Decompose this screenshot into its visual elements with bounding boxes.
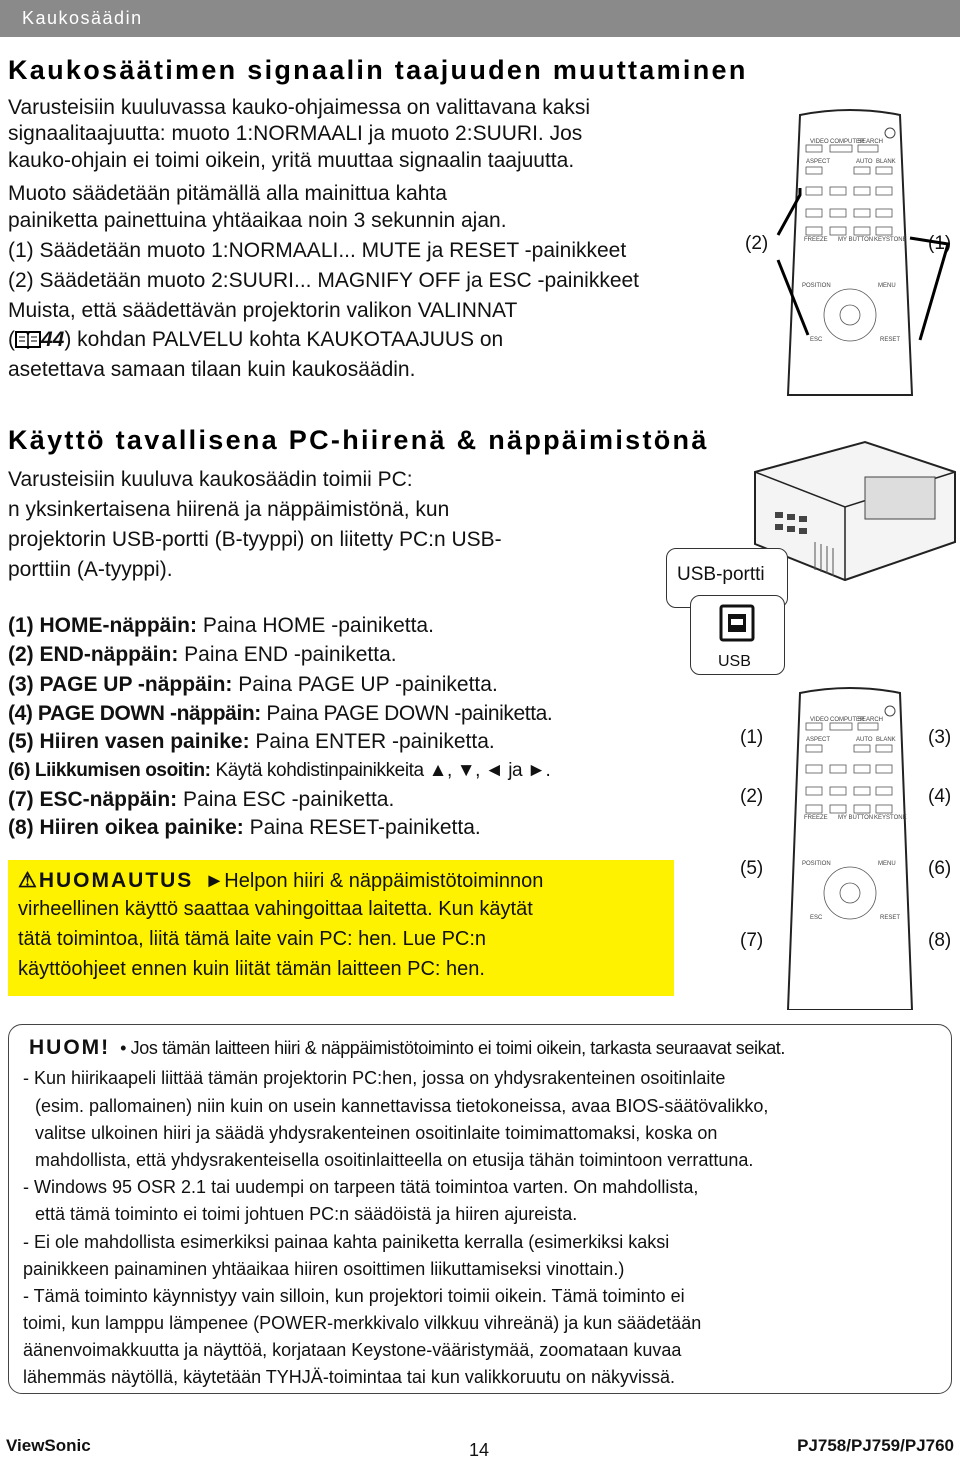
- section2-line: projektorin USB-portti (B-tyyppi) on liitetty PC:n USB-: [8, 528, 502, 551]
- callout-2: (2): [740, 786, 764, 807]
- note-line: että tämä toiminto ei toimi johtuen PC:n säädöistä ja hiiren ajureista.: [35, 1204, 578, 1224]
- key-item: (7) ESC-näppäin: Paina ESC -painiketta.: [8, 788, 395, 811]
- usb-port-label: USB-portti: [677, 564, 765, 585]
- remote-label-blank: BLANK: [876, 159, 896, 165]
- remote2-label-keystone: KEYSTONE: [874, 815, 907, 821]
- remote2-label-aspect: ASPECT: [806, 737, 831, 743]
- remote-label-mybutton: MY BUTTON: [838, 237, 874, 243]
- remote-label-reset: RESET: [880, 337, 901, 343]
- section1-line: (2) Säädetään muoto 2:SUURI... MAGNIFY OFF ja ESC -painikkeet: [8, 269, 640, 292]
- note-line: (esim. pallomainen) niin kuin on usein kannettavissa tietokoneissa, avaa BIOS-säätövalikko,: [35, 1096, 769, 1116]
- note-first-line: HUOM! • Jos tämän laitteen hiiri & näppäimistötoiminto ei toimi oikein, tarkasta seuraavat seikat.: [29, 1036, 786, 1059]
- line-rest: ) kohdan PALVELU kohta KAUKOTAAJUUS on: [64, 328, 504, 351]
- remote-label-freeze: FREEZE: [804, 237, 828, 243]
- section1-line: (1) Säädetään muoto 1:NORMAALI... MUTE ja RESET -painikkeet: [8, 239, 627, 262]
- usb-label: USB: [718, 653, 751, 670]
- key-item: (5) Hiiren vasen painike: Paina ENTER -painiketta.: [8, 730, 495, 753]
- book-icon: [15, 329, 41, 349]
- callout-4: (4): [928, 786, 952, 807]
- callout-2: (2): [745, 233, 769, 254]
- remote2-label-computer: COMPUTER: [830, 717, 865, 723]
- note-line: - Kun hiirikaapeli liittää tämän projektorin PC:hen, jossa on yhdysrakenteinen osoitinlaite: [23, 1068, 726, 1088]
- remote-label-aspect: ASPECT: [806, 159, 831, 165]
- key-item: (3) PAGE UP -näppäin: Paina PAGE UP -painiketta.: [8, 673, 498, 696]
- callout-6: (6): [928, 858, 952, 879]
- remote2-label-mybutton: MY BUTTON: [838, 815, 874, 821]
- note-line: painikkeen painaminen yhtäaikaa hiiren osoittimen liikuttamiseksi vinottain.): [23, 1259, 625, 1279]
- key-item: (1) HOME-näppäin: Paina HOME -painiketta.: [8, 614, 434, 637]
- remote-label-esc: ESC: [810, 337, 823, 343]
- usb-port-icon: [719, 604, 755, 642]
- remote2-label-menu: MENU: [878, 861, 896, 867]
- remote2-label-auto: AUTO: [856, 737, 873, 743]
- key-item: (2) END-näppäin: Paina END -painiketta.: [8, 643, 397, 666]
- remote2-label-position: POSITION: [802, 861, 831, 867]
- caution-heading: ⚠HUOMAUTUS: [18, 869, 194, 892]
- section1-line-ref: [8, 327, 503, 354]
- section2-line: porttiin (A-tyyppi).: [8, 558, 173, 581]
- note-line: mahdollista, että yhdysrakenteisella osoitinlaitteella on etusija tähän toimintoon verrattuna.: [35, 1150, 754, 1170]
- note-line: - Ei ole mahdollista esimerkiksi painaa kahta painiketta kerralla (esimerkiksi kaksi: [23, 1232, 670, 1252]
- paren-open: (: [8, 328, 15, 351]
- note-line: - Windows 95 OSR 2.1 tai uudempi on tarpeen tätä toimintoa varten. On mahdollista,: [23, 1177, 699, 1197]
- remote-label-position: POSITION: [802, 283, 831, 289]
- caution-line: virheellinen käyttö saattaa vahingoittaa laitetta. Kun käytät: [18, 898, 533, 920]
- note-line: - Tämä toiminto käynnistyy vain silloin, kun projektori toimii oikein. Tämä toiminto ei: [23, 1286, 685, 1306]
- section1-line: asetettava samaan tilaan kuin kaukosäädin.: [8, 358, 416, 381]
- callout-lines: [770, 180, 960, 380]
- remote-label-computer: COMPUTER: [830, 139, 865, 145]
- section1-line: Muoto säädetään pitämällä alla mainittua kahta: [8, 182, 447, 205]
- section-header-bar: [0, 0, 960, 37]
- callout-1: (1): [740, 727, 764, 748]
- remote2-label-reset: RESET: [880, 915, 901, 921]
- callout-5: (5): [740, 858, 764, 879]
- callout-3: (3): [928, 727, 952, 748]
- caution-box: [8, 860, 674, 996]
- section2-line: n yksinkertaisena hiirenä ja näppäimistönä, kun: [8, 498, 450, 521]
- caution-first-line: ⚠HUOMAUTUS ►Helpon hiiri & näppäimistötoiminnon: [18, 869, 544, 892]
- footer-brand: ViewSonic: [6, 1436, 91, 1455]
- section1-line: kauko-ohjain ei toimi oikein, yritä muuttaa signaalin taajuutta.: [8, 149, 575, 172]
- remote2-label-blank: BLANK: [876, 737, 896, 743]
- remote2-label-freeze: FREEZE: [804, 815, 828, 821]
- note-line: äänenvoimakkuutta ja näyttöä, korjataan Keystone-vääristymää, zoomataan kuvaa: [23, 1340, 682, 1360]
- usb-callout: [690, 595, 785, 675]
- note-heading: HUOM!: [29, 1036, 111, 1059]
- callout-8: (8): [928, 930, 952, 951]
- remote-label-keystone: KEYSTONE: [874, 237, 907, 243]
- section-header-label: Kaukosäädin: [22, 8, 143, 28]
- page-number: 14: [469, 1440, 490, 1458]
- section2-line: Varusteisiin kuuluva kaukosäädin toimii PC:: [8, 468, 413, 491]
- section2-title: Käyttö tavallisena PC-hiirenä & näppäimistönä: [8, 425, 709, 455]
- footer-models: PJ758/PJ759/PJ760: [797, 1436, 954, 1455]
- remote2-label-video: VIDEO: [810, 717, 829, 723]
- section1-line: Muista, että säädettävän projektorin valikon VALINNAT: [8, 299, 518, 322]
- key-item: (4) PAGE DOWN -näppäin: Paina PAGE DOWN -painiketta.: [8, 702, 553, 725]
- note-box: [8, 1024, 952, 1394]
- remote2-label-esc: ESC: [810, 915, 823, 921]
- page-reference[interactable]: 44: [41, 328, 65, 351]
- remote-label-menu: MENU: [878, 283, 896, 289]
- section1-line: Varusteisiin kuuluvassa kauko-ohjaimessa on valittavana kaksi: [8, 96, 591, 119]
- remote-label-search: SEARCH: [858, 139, 884, 145]
- remote-label-auto: AUTO: [856, 159, 873, 165]
- remote2-label-search: SEARCH: [858, 717, 884, 723]
- section1-title: Kaukosäätimen signaalin taajuuden muuttaminen: [8, 55, 748, 85]
- remote-control-illustration-2: [780, 683, 920, 1010]
- note-line: toimi, kun lamppu lämpenee (POWER-merkkivalo vilkkuu vihreänä) ja kun säädetään: [23, 1313, 702, 1333]
- note-line: lähemmäs näytöllä, käytetään TYHJÄ-toimintaa tai kun valikkoruutu on näkyvissä.: [23, 1367, 675, 1387]
- section1-line: painiketta painettuina yhtäaikaa noin 3 sekunnin ajan.: [8, 209, 507, 232]
- key-item: (6) Liikkumisen osoitin: Käytä kohdistinpainikkeita ▲, ▼, ◄ ja ►.: [8, 760, 551, 781]
- section1-line: signaalitaajuutta: muoto 1:NORMAALI ja muoto 2:SUURI. Jos: [8, 122, 583, 145]
- caution-line: tätä toimintoa, liitä tämä laite vain PC: hen. Lue PC:n: [18, 928, 487, 950]
- callout-7: (7): [740, 930, 764, 951]
- note-line: valitse ulkoinen hiiri ja säädä yhdysrakenteinen osoitinlaite toimimattomaksi, koska on: [35, 1123, 718, 1143]
- key-item: (8) Hiiren oikea painike: Paina RESET-painiketta.: [8, 816, 481, 839]
- caution-line: käyttöohjeet ennen kuin liität tämän laitteen PC: hen.: [18, 958, 485, 980]
- remote-label-video: VIDEO: [810, 139, 829, 145]
- callout-1: (1): [928, 233, 952, 254]
